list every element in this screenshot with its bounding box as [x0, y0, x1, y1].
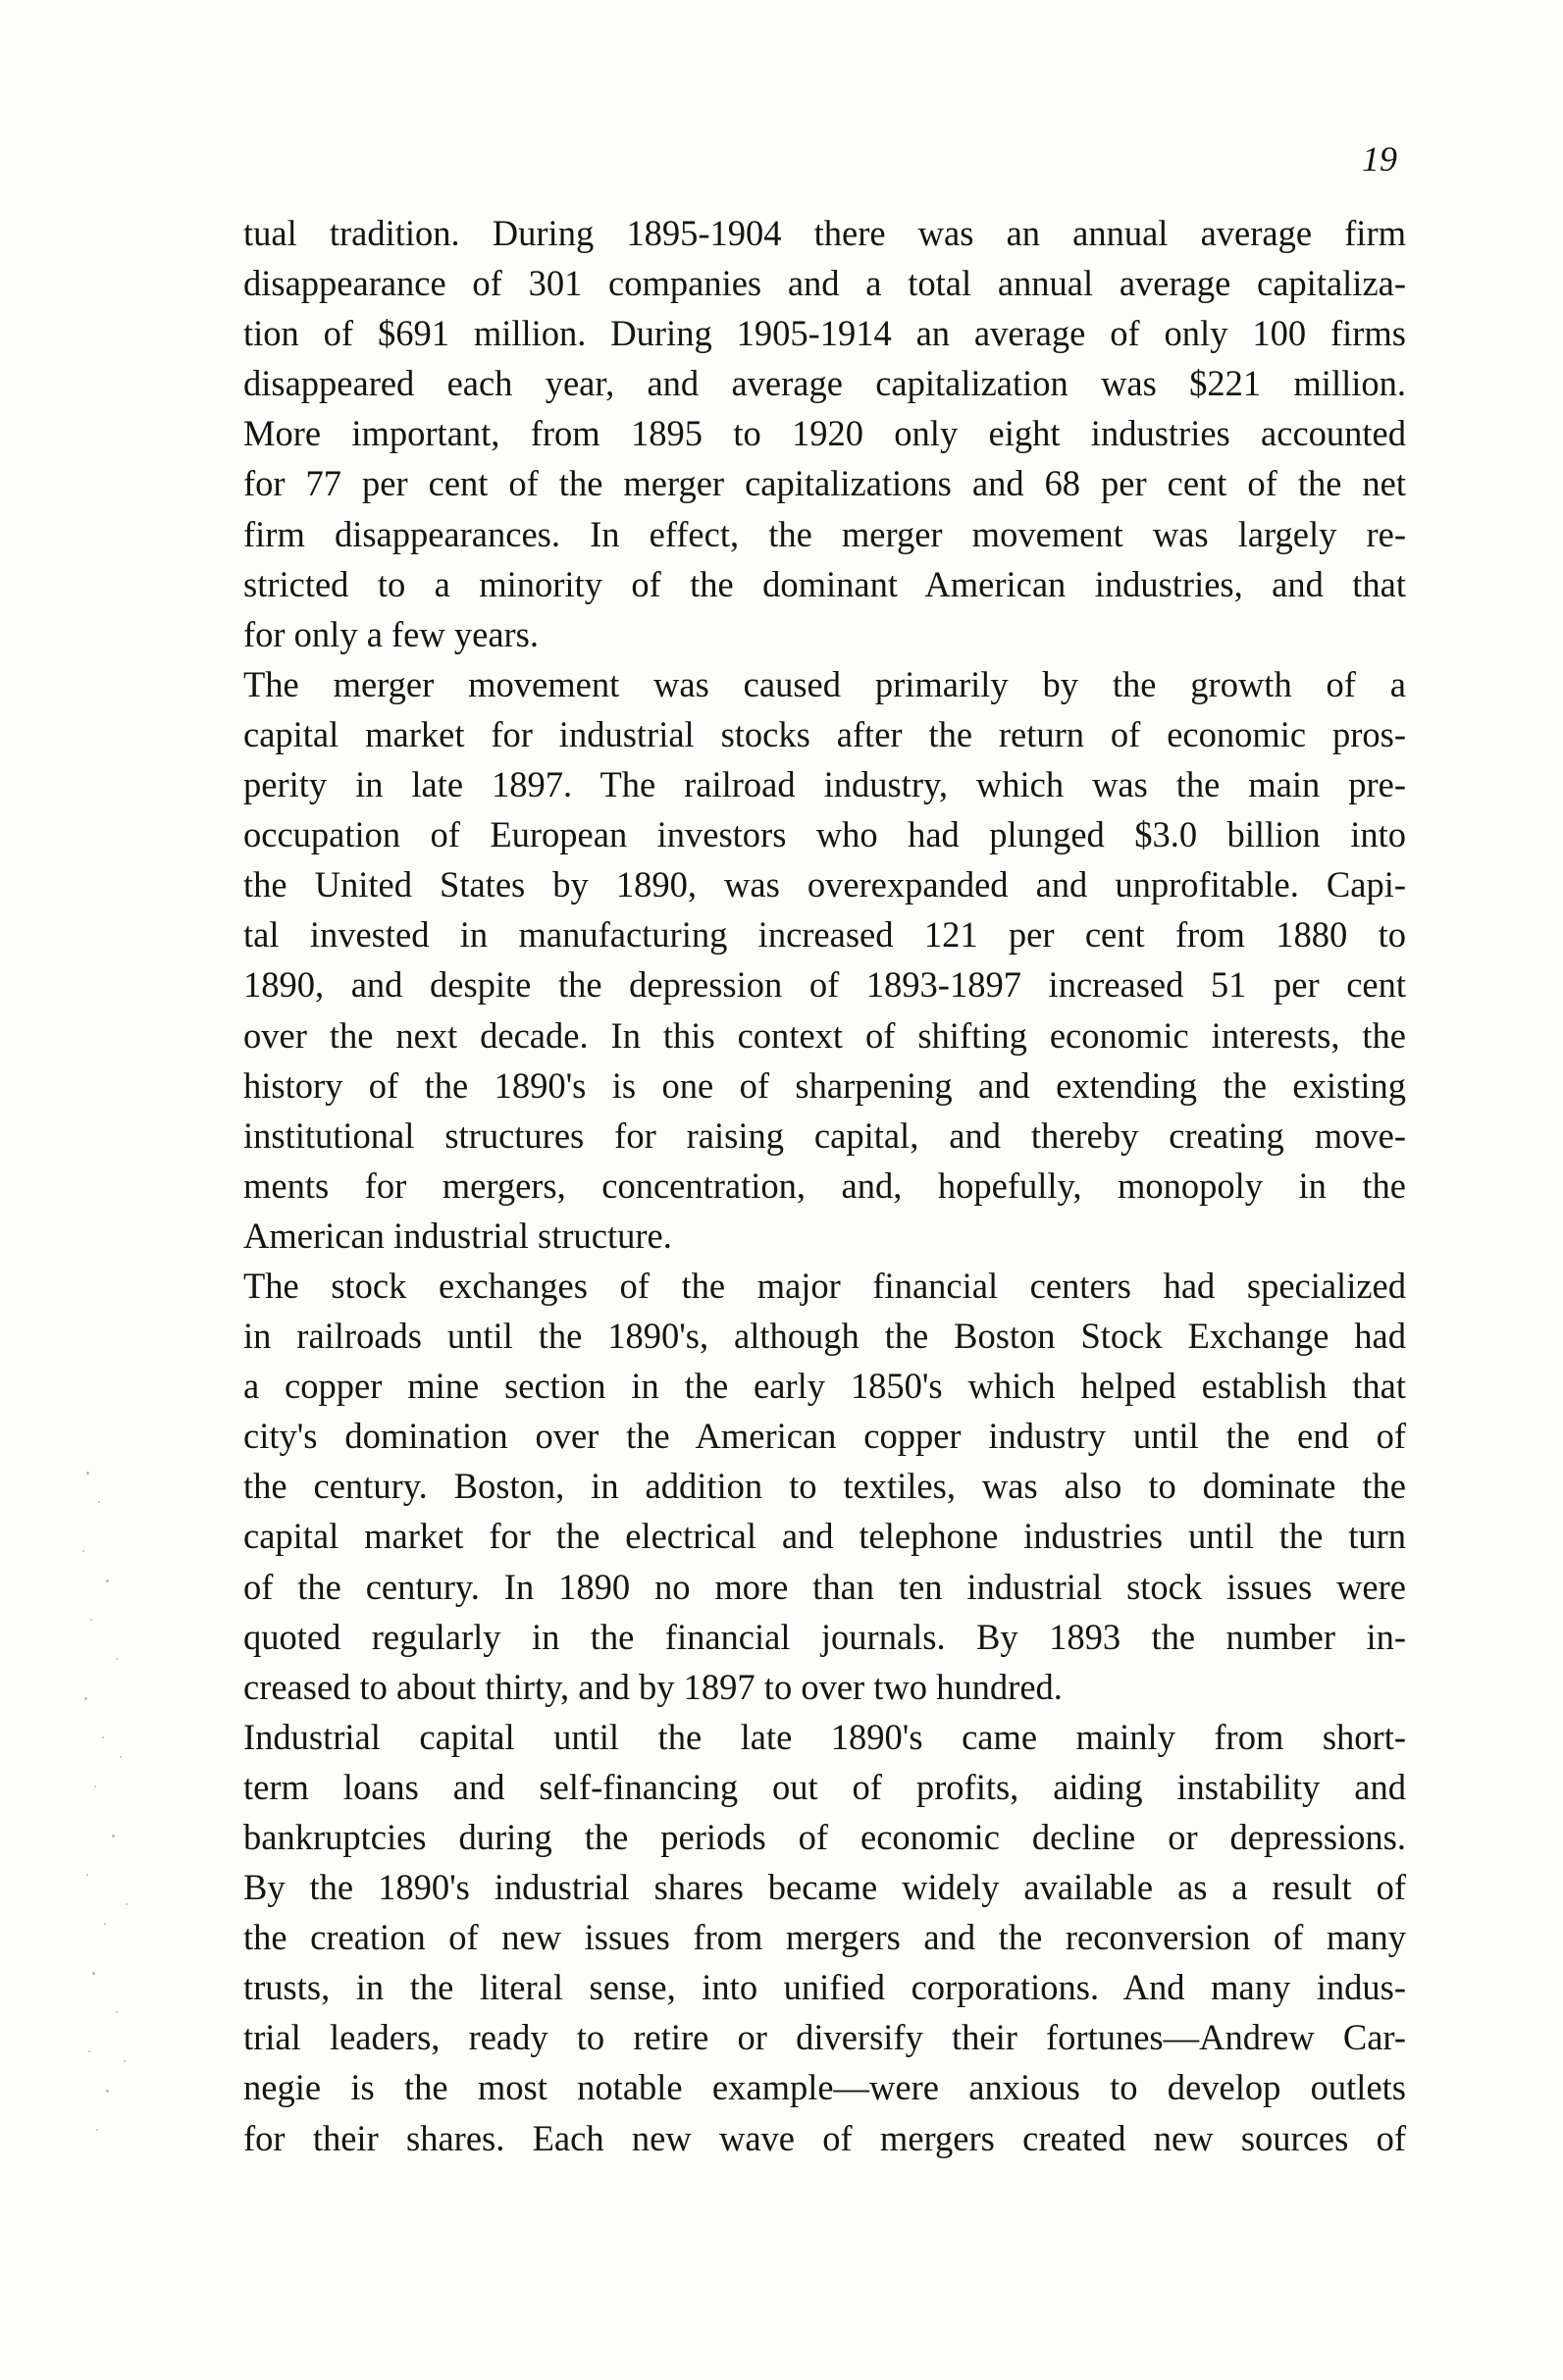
- scan-speck: [116, 1658, 118, 1660]
- paragraph: [243, 1712, 1406, 2163]
- text-line: for their shares. Each new wave of mergers created new sources of: [243, 2117, 1406, 2158]
- text-line: a copper mine section in the early 1850's which helped establish that: [243, 1366, 1406, 1407]
- text-line: in railroads until the 1890's, although the Boston Stock Exchange had: [243, 1316, 1406, 1357]
- scan-speck: [82, 1550, 84, 1552]
- text-line: capital market for the electrical and telephone industries until the turn: [243, 1516, 1406, 1557]
- text-line: history of the 1890's is one of sharpening and extending the existing: [243, 1064, 1406, 1106]
- scan-speck: [120, 1756, 122, 1758]
- scan-speck: [96, 2129, 98, 2131]
- text-line: term loans and self-financing out of profits, aiding instability and: [243, 1766, 1406, 1807]
- text-line: By the 1890's industrial shares became widely available as a result of: [243, 1867, 1406, 1908]
- text-line: city's domination over the American copper industry until the end of: [243, 1416, 1406, 1457]
- text-line: the creation of new issues from mergers and the reconversion of many: [243, 1917, 1406, 1958]
- text-line: disappearance of 301 companies and a total annual average capitaliza-: [243, 263, 1406, 304]
- paragraph: [243, 1261, 1406, 1712]
- text-line: capital market for industrial stocks after the return of economic pros-: [243, 713, 1406, 754]
- text-line: ments for mergers, concentration, and, hopefully, monopoly in the: [243, 1164, 1406, 1206]
- scan-speck: [116, 2011, 118, 2013]
- scan-speck: [106, 1579, 109, 1582]
- text-line: negie is the most notable example—were anxious to develop outlets: [243, 2067, 1406, 2108]
- text-line: trial leaders, ready to retire or diversify their fortunes—Andrew Car-: [243, 2017, 1406, 2058]
- text-line: for 77 per cent of the merger capitalizations and 68 per cent of the net: [243, 463, 1406, 504]
- text-line: The merger movement was caused primarily by the growth of a: [243, 663, 1406, 704]
- text-line: Industrial capital until the late 1890's came mainly from short-: [243, 1716, 1406, 1757]
- body-text: [243, 208, 1406, 2163]
- text-line: the century. Boston, in addition to textiles, was also to dominate the: [243, 1466, 1406, 1507]
- text-line: American industrial structure.: [243, 1215, 672, 1256]
- text-line: tion of $691 million. During 1905-1914 an average of only 100 firms: [243, 313, 1406, 354]
- page-number: 19: [1362, 139, 1397, 179]
- scan-speck: [84, 1697, 87, 1700]
- scan-speck: [86, 1472, 89, 1475]
- text-line: institutional structures for raising capital, and thereby creating move-: [243, 1114, 1406, 1156]
- scan-margin-specks: [77, 1462, 165, 2168]
- scan-speck: [126, 1903, 128, 1905]
- text-line: disappeared each year, and average capitalization was $221 million.: [243, 363, 1406, 404]
- scan-speck: [98, 1501, 100, 1503]
- text-line: the United States by 1890, was overexpanded and unprofitable. Capi-: [243, 864, 1406, 905]
- text-line: for only a few years.: [243, 613, 540, 654]
- text-line: firm disappearances. In effect, the merger movement was largely re-: [243, 513, 1406, 554]
- scan-speck: [102, 1736, 104, 1738]
- text-line: creased to about thirty, and by 1897 to over two hundred.: [243, 1666, 1063, 1707]
- text-line: bankruptcies during the periods of economic decline or depressions.: [243, 1817, 1406, 1857]
- scan-speck: [94, 1785, 96, 1787]
- text-line: tal invested in manufacturing increased 121 per cent from 1880 to: [243, 914, 1406, 956]
- text-line: The stock exchanges of the major financial centers had specialized: [243, 1265, 1406, 1306]
- text-line: perity in late 1897. The railroad industry, which was the main pre-: [243, 764, 1406, 805]
- text-line: over the next decade. In this context of shifting economic interests, the: [243, 1014, 1406, 1056]
- text-line: occupation of European investors who had plunged $3.0 billion into: [243, 814, 1406, 855]
- scan-speck: [88, 2050, 90, 2052]
- scan-speck: [92, 1972, 95, 1975]
- text-line: trusts, in the literal sense, into unified corporations. And many indus-: [243, 1967, 1406, 2008]
- text-line: stricted to a minority of the dominant American industries, and that: [243, 563, 1406, 604]
- text-line: quoted regularly in the financial journals. By 1893 the number in-: [243, 1616, 1406, 1657]
- text-line: tual tradition. During 1895-1904 there was an annual average firm: [243, 213, 1406, 253]
- scan-speck: [124, 2060, 126, 2062]
- paragraph: [243, 208, 1406, 659]
- text-line: More important, from 1895 to 1920 only eight industries accounted: [243, 413, 1406, 454]
- scan-speck: [112, 1835, 115, 1837]
- scan-speck: [104, 1923, 106, 1925]
- text-line: of the century. In 1890 no more than ten industrial stock issues were: [243, 1566, 1406, 1607]
- text-line: 1890, and despite the depression of 1893-1897 increased 51 per cent: [243, 964, 1406, 1006]
- scan-speck: [86, 1874, 88, 1876]
- paragraph: [243, 659, 1406, 1261]
- scan-speck: [106, 2090, 109, 2093]
- scan-speck: [90, 1619, 92, 1621]
